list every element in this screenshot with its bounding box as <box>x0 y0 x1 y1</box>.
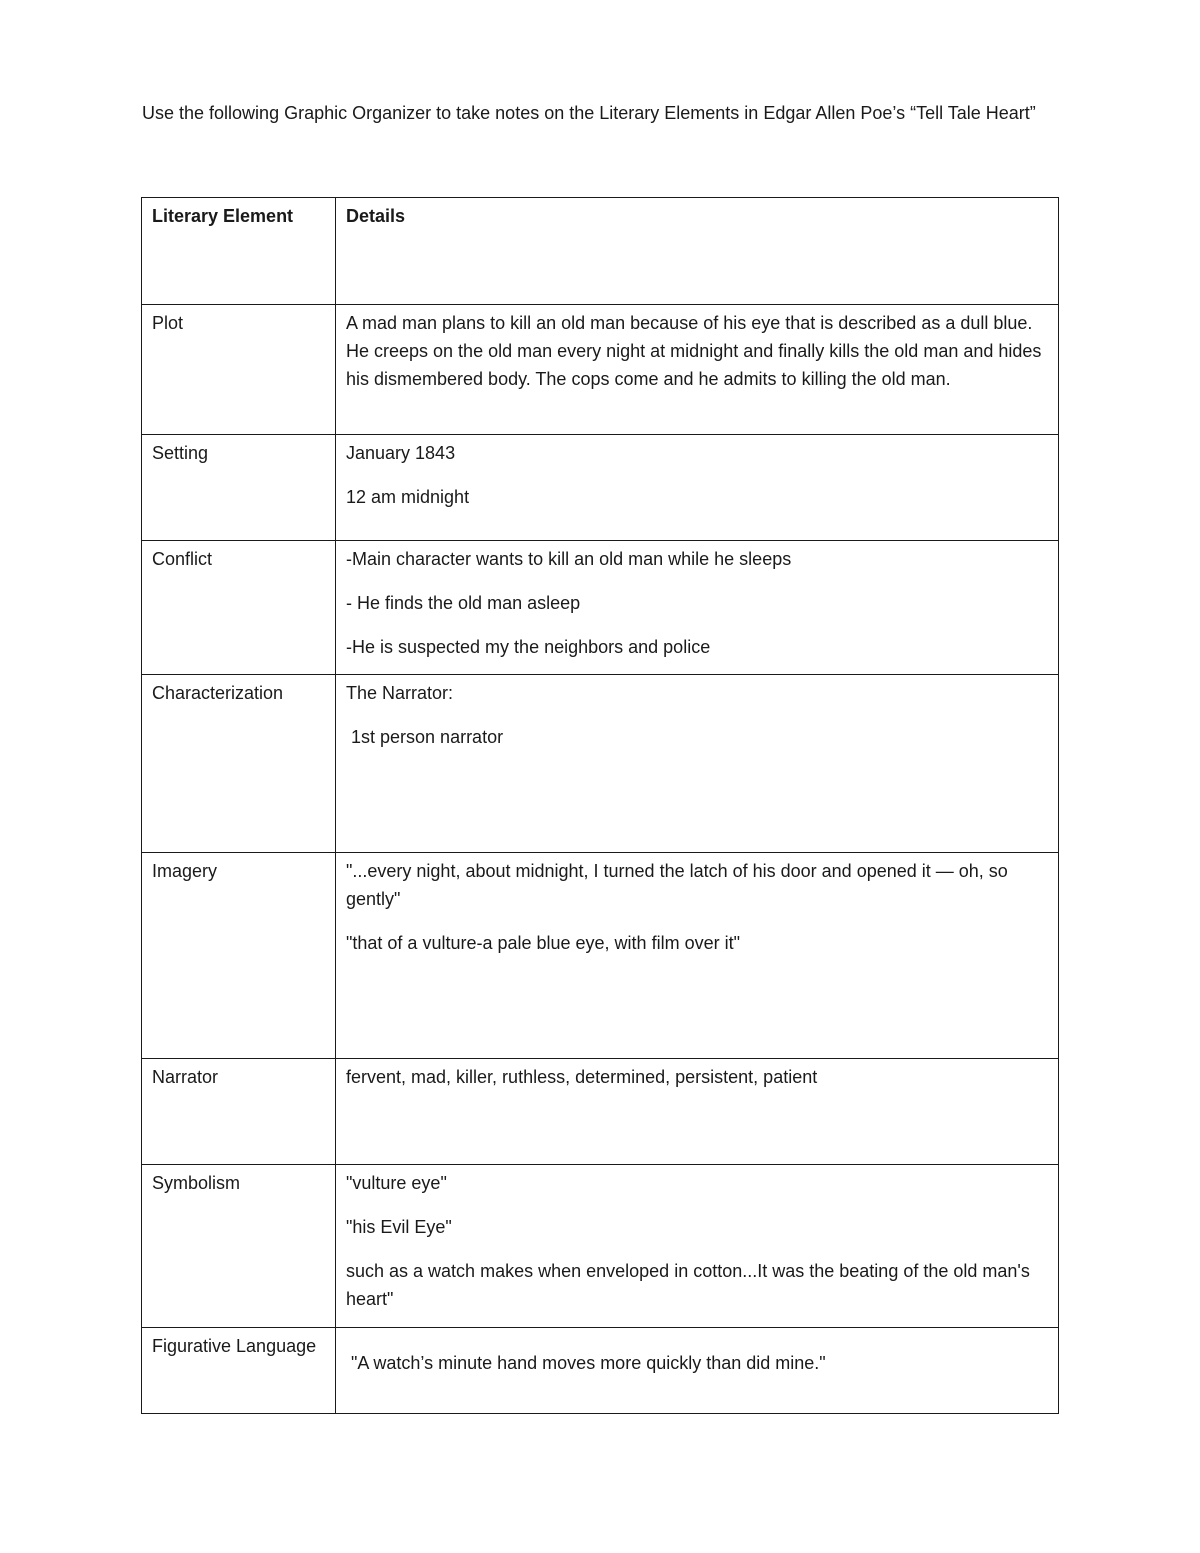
detail-text: The Narrator: <box>346 683 454 703</box>
table-row-imagery <box>142 853 1059 1059</box>
detail-text: "vulture eye" <box>346 1173 447 1193</box>
spacer <box>346 1332 1048 1349</box>
header-details: Details <box>336 198 1059 305</box>
table-row-setting <box>142 435 1059 541</box>
details-cell <box>336 305 1059 435</box>
detail-text: January 1843 <box>346 443 456 463</box>
detail-text: 12 am midnight <box>346 487 470 507</box>
detail-text: "...every night, about midnight, I turned the latch of his door and opened it — oh, so gently" <box>346 861 1008 909</box>
detail-text: "A watch’s minute hand moves more quickly than did mine." <box>346 1353 826 1373</box>
table-header-row <box>142 198 1059 305</box>
element-label: Figurative Language <box>142 1328 336 1414</box>
element-label: Plot <box>142 305 336 435</box>
details-cell <box>336 675 1059 853</box>
detail-text: such as a watch makes when enveloped in cotton...It was the beating of the old man's heart" <box>346 1261 1030 1309</box>
table-row-figurative-language <box>142 1328 1059 1414</box>
details-cell <box>336 1165 1059 1328</box>
detail-text: fervent, mad, killer, ruthless, determined, persistent, patient <box>346 1067 818 1087</box>
detail-text: "that of a vulture-a pale blue eye, with film over it" <box>346 933 740 953</box>
element-label: Characterization <box>142 675 336 853</box>
table-row-symbolism <box>142 1165 1059 1328</box>
graphic-organizer-table <box>141 197 1059 1414</box>
details-cell <box>336 1059 1059 1165</box>
table-row-conflict <box>142 541 1059 675</box>
details-cell <box>336 435 1059 541</box>
detail-text: 1st person narrator <box>346 727 504 747</box>
header-literary-element: Literary Element <box>142 198 336 305</box>
table-row-plot <box>142 305 1059 435</box>
table-row-narrator <box>142 1059 1059 1165</box>
details-cell <box>336 541 1059 675</box>
details-cell <box>336 1328 1059 1414</box>
detail-text: -Main character wants to kill an old man while he sleeps <box>346 549 792 569</box>
element-label: Setting <box>142 435 336 541</box>
element-label: Conflict <box>142 541 336 675</box>
element-label: Symbolism <box>142 1165 336 1328</box>
detail-text: "his Evil Eye" <box>346 1217 452 1237</box>
element-label: Narrator <box>142 1059 336 1165</box>
table-row-characterization <box>142 675 1059 853</box>
instructions-text: Use the following Graphic Organizer to take notes on the Literary Elements in Edgar Allen Poe’s “Tell Tale Heart” <box>142 103 1036 123</box>
element-label: Imagery <box>142 853 336 1059</box>
details-cell <box>336 853 1059 1059</box>
detail-text: -He is suspected my the neighbors and police <box>346 637 711 657</box>
detail-text: - He finds the old man asleep <box>346 593 581 613</box>
detail-text: A mad man plans to kill an old man because of his eye that is described as a dull blue. He creeps on the old man every night at midnight and finally kills the old man and hides his dismembered body. The cops come and he admits to killing the old man. <box>346 313 1042 389</box>
